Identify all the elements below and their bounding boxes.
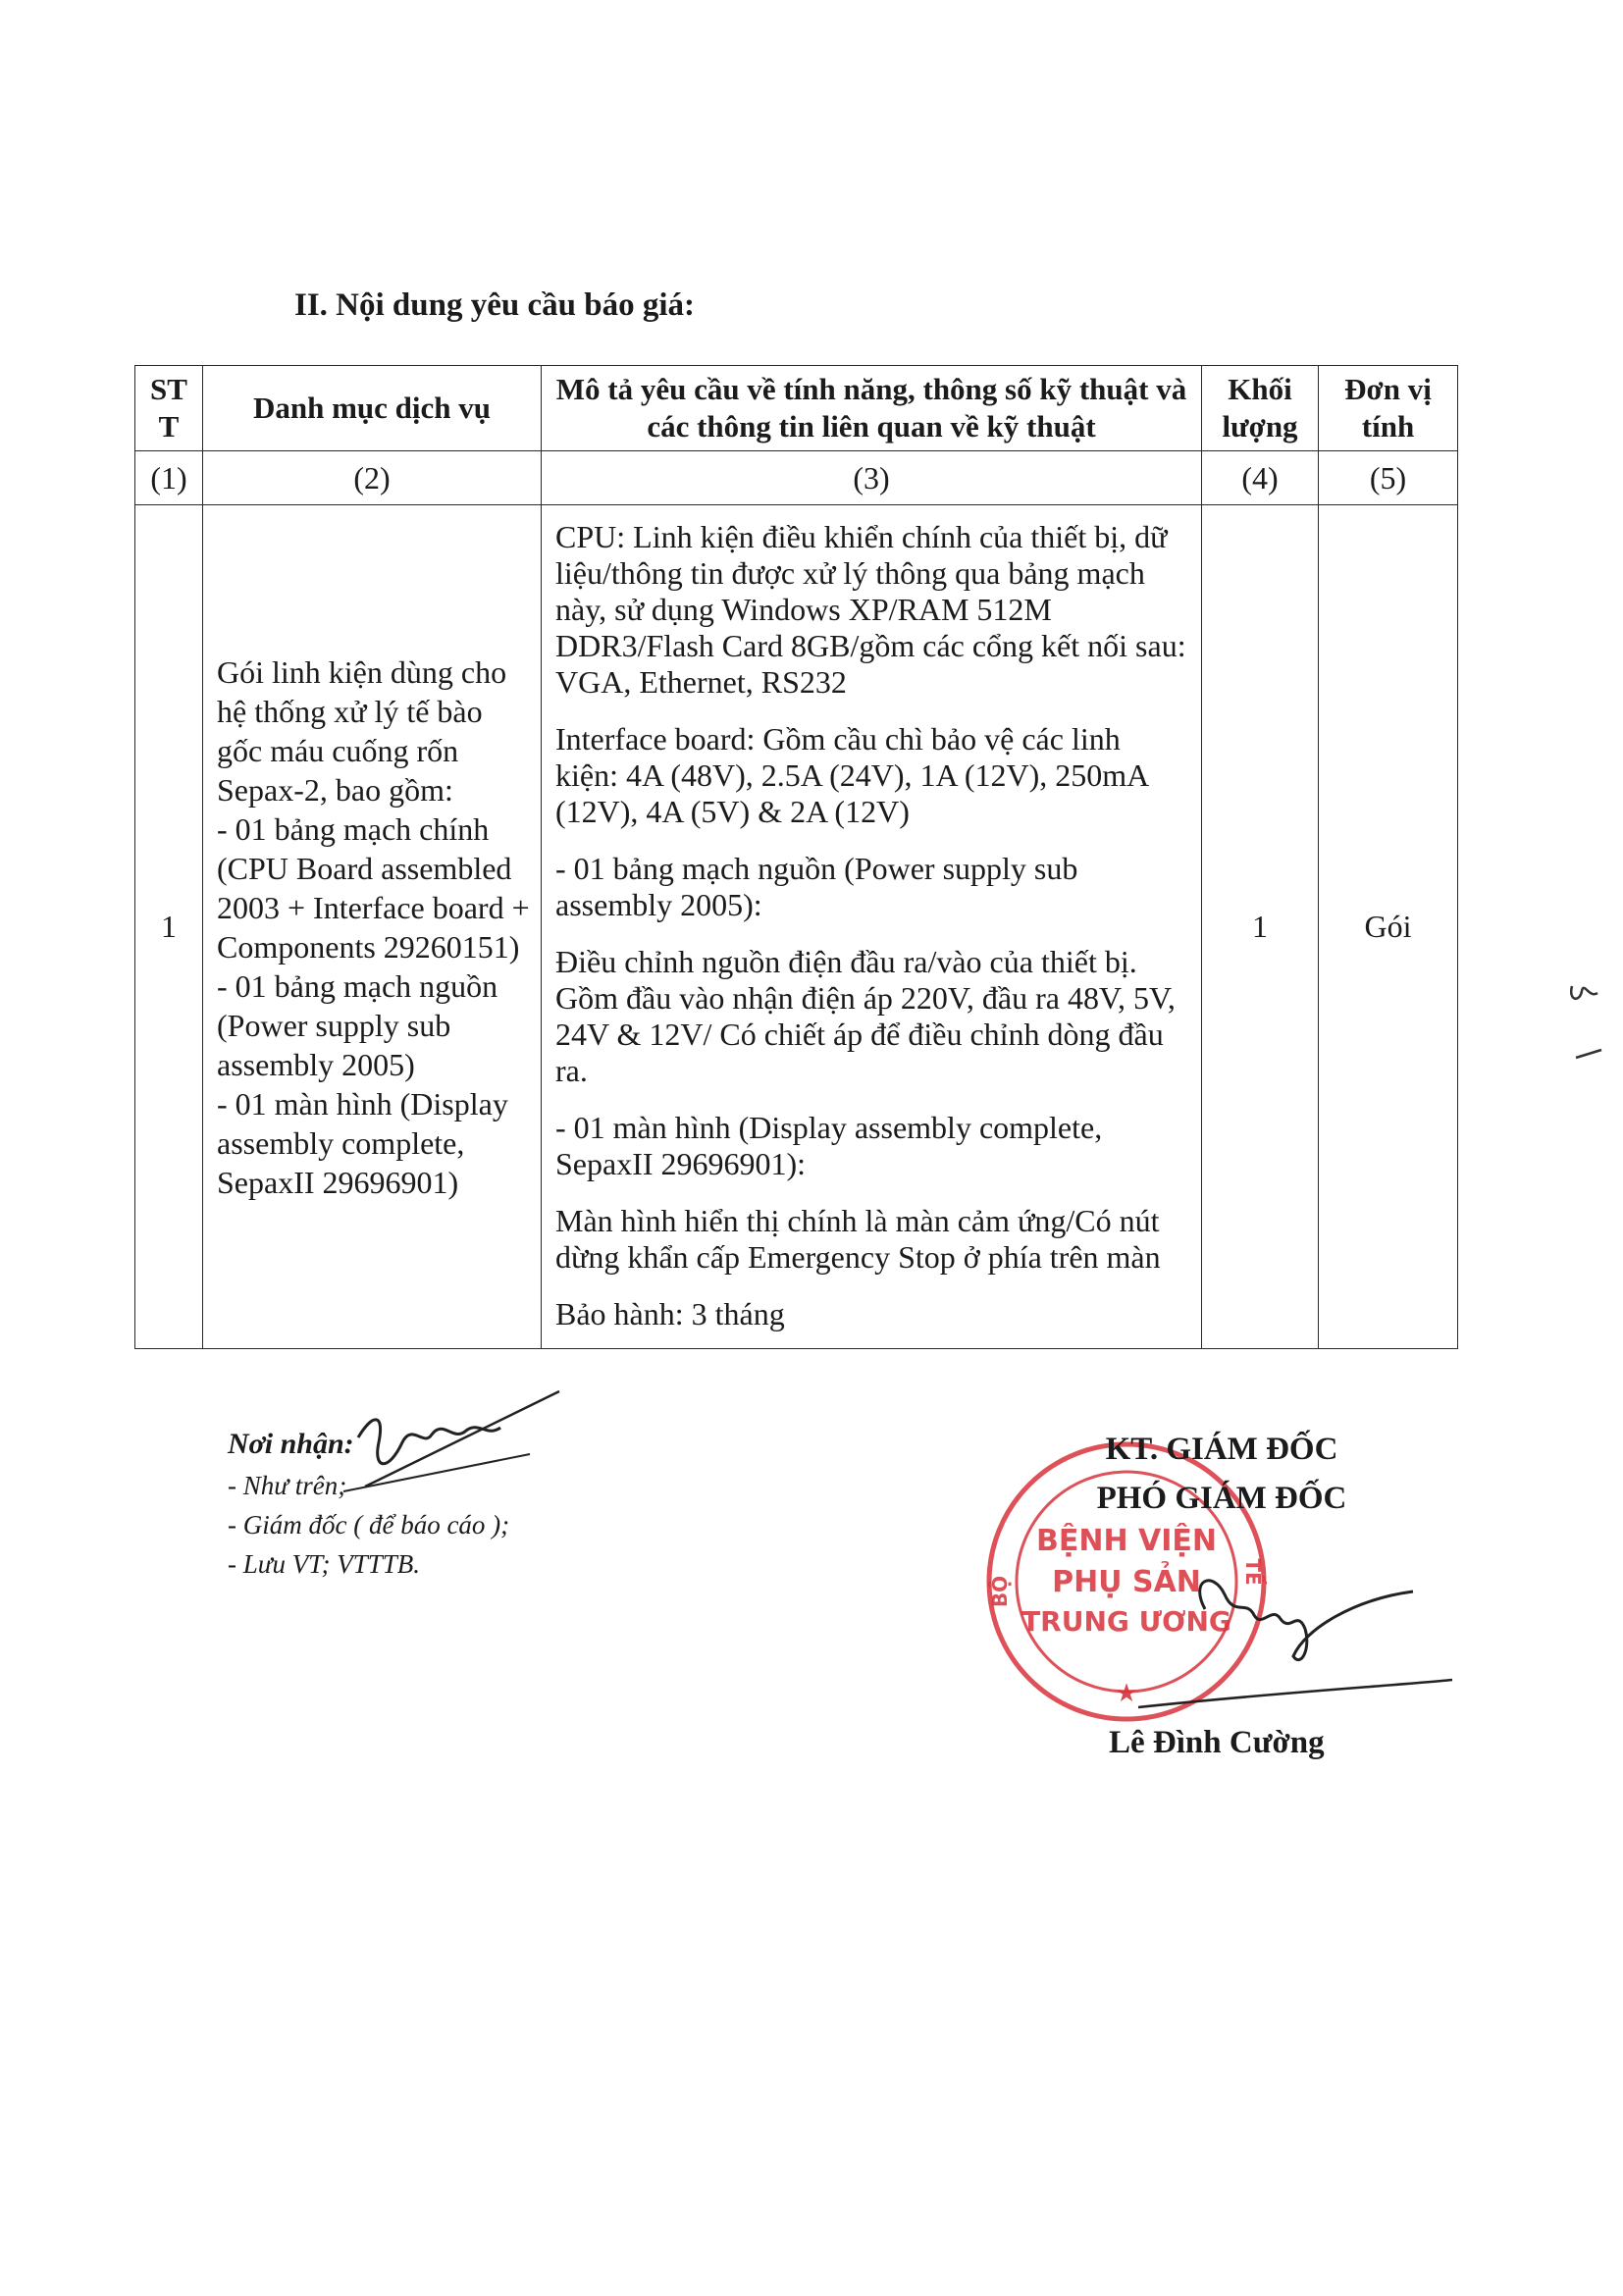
recipient-item: - Như trên; (228, 1471, 347, 1500)
header-description: Mô tả yêu cầu về tính năng, thông số kỹ thuật và các thông tin liên quan về kỹ thuật (542, 366, 1202, 451)
section-heading: II. Nội dung yêu cầu báo giá: (294, 287, 696, 323)
row-stt: 1 (135, 505, 203, 1349)
description-paragraph: Interface board: Gồm cầu chì bảo vệ các linh kiện: 4A (48V), 2.5A (24V), 1A (12V), 250mA (12V), 4A (5V) & 2A (12V) (555, 721, 1148, 829)
description-paragraph: CPU: Linh kiện điều khiển chính của thiết bị, dữ liệu/thông tin được xử lý thông qua bảng mạch này, sử dụng Windows XP/RAM 512M DDR3/Flash Card 8GB/gồm các cổng kết nối sau: VGA, Ethernet, RS232 (555, 519, 1186, 700)
recipient-item: - Lưu VT; VTTTB. (228, 1549, 421, 1579)
stamp-line-2: PHỤ SẢN (1052, 1565, 1201, 1599)
row-unit: Gói (1319, 505, 1458, 1349)
star-icon: ★ (1115, 1679, 1138, 1707)
margin-dash-icon (1576, 1050, 1601, 1058)
col-number-2: (2) (203, 451, 542, 505)
description-paragraph: Màn hình hiển thị chính là màn cảm ứng/Có nút dừng khẩn cấp Emergency Stop ở phía trên màn (555, 1203, 1161, 1275)
service-line: - 01 bảng mạch nguồn (Power supply sub assembly 2005) (217, 967, 498, 1082)
description-paragraph: Điều chỉnh nguồn điện đầu ra/vào của thiết bị. Gồm đầu vào nhận điện áp 220V, đầu ra 48V, 5V, 24V & 12V/ Có chiết áp để điều chỉnh dòng đầu ra. (555, 944, 1176, 1088)
header-service: Danh mục dịch vụ (203, 366, 542, 451)
recipient-item: - Giám đốc ( để báo cáo ); (228, 1510, 510, 1539)
initial-stroke-icon (365, 1391, 559, 1487)
description-paragraph: Bảo hành: 3 tháng (555, 1296, 785, 1331)
service-line: Gói linh kiện dùng cho hệ thống xử lý tế bào gốc máu cuống rốn Sepax-2, bao gồm: (217, 653, 507, 808)
initial-signature-icon (358, 1420, 500, 1464)
initial-underline-icon (343, 1454, 530, 1491)
stamp-line-1: BỆNH VIỆN (1036, 1524, 1217, 1558)
recipients-title: Nơi nhận: (228, 1428, 354, 1460)
signature-title-line-2: PHÓ GIÁM ĐỐC (1096, 1481, 1347, 1516)
stamp-line-3: TRUNG ƯƠNG (1021, 1605, 1231, 1638)
director-underline-icon (1138, 1680, 1452, 1707)
col-number-5: (5) (1319, 451, 1458, 505)
director-signature-icon (1200, 1581, 1413, 1660)
service-line: - 01 bảng mạch chính (CPU Board assembled 2003 + Interface board + Components 29260151) (217, 810, 530, 965)
header-stt: ST T (135, 366, 203, 451)
header-quantity: Khối lượng (1202, 366, 1319, 451)
col-number-1: (1) (135, 451, 203, 505)
row-quantity: 1 (1202, 505, 1319, 1349)
description-paragraph: - 01 màn hình (Display assembly complete, SepaxII 29696901): (555, 1110, 1103, 1181)
signer-name: Lê Đình Cường (1109, 1725, 1325, 1760)
col-number-3: (3) (542, 451, 1202, 505)
margin-mark-icon (1571, 986, 1597, 999)
stamp-ring-left: BỘ (988, 1575, 1012, 1608)
col-number-4: (4) (1202, 451, 1319, 505)
signature-title-line-1: KT. GIÁM ĐỐC (1105, 1432, 1338, 1467)
service-line: - 01 màn hình (Display assembly complete, SepaxII 29696901) (217, 1085, 508, 1200)
header-unit: Đơn vị tính (1319, 366, 1458, 451)
stamp-ring-right: TẾ (1241, 1558, 1265, 1586)
description-paragraph: - 01 bảng mạch nguồn (Power supply sub assembly 2005): (555, 851, 1078, 922)
